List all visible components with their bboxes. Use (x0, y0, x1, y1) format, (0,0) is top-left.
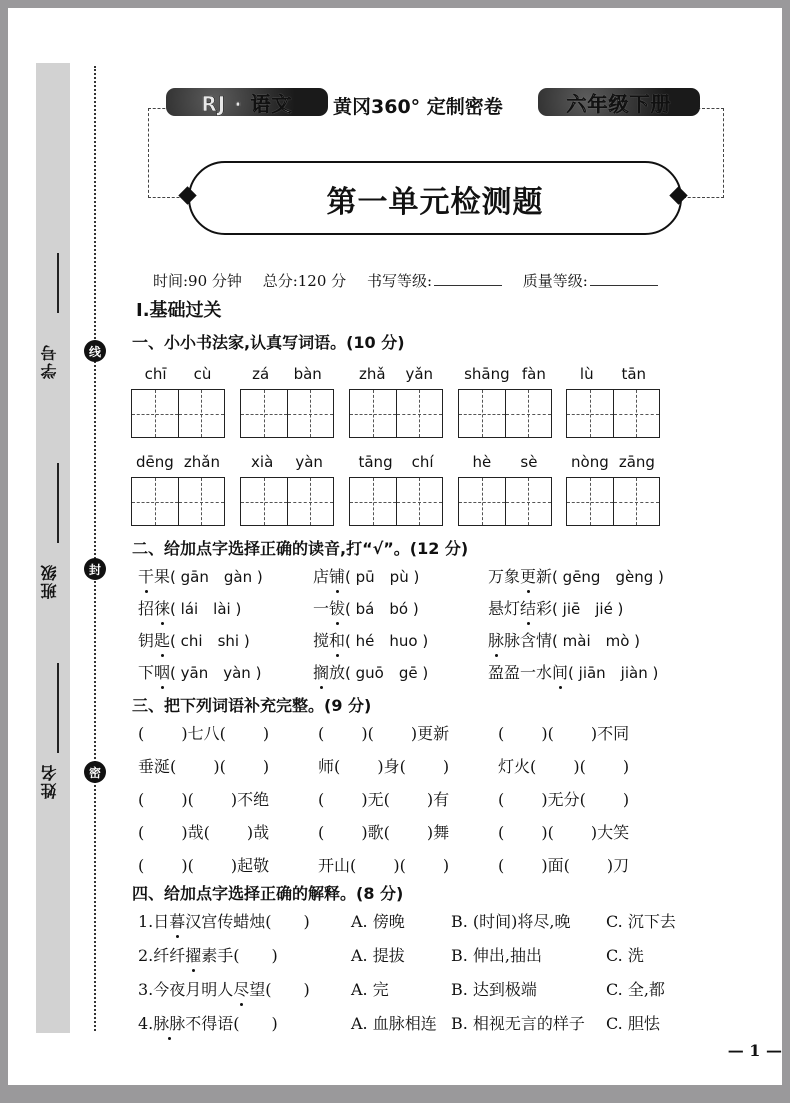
grid-cell[interactable] (506, 390, 552, 437)
pinyin-options[interactable]: ( hé huo ) (345, 632, 429, 650)
pinyin-syllable: xià (251, 453, 274, 471)
tianzige-box[interactable] (566, 389, 660, 438)
question-number: 3. (138, 980, 154, 999)
option-a[interactable]: A. 完 (351, 980, 389, 999)
idiom-blank[interactable]: ( )哉( )哉 (138, 823, 270, 842)
q2-item[interactable] (138, 660, 261, 683)
grid-cell[interactable] (567, 390, 614, 437)
grid-cell[interactable] (288, 478, 334, 525)
idiom-blank[interactable]: 垂涎( )( ) (138, 757, 270, 776)
word-part: 搅 (313, 631, 330, 650)
q2-item[interactable] (313, 564, 419, 587)
pinyin-syllable: cù (193, 365, 212, 383)
pinyin-syllable: fàn (521, 365, 546, 383)
option-b[interactable]: B. (时间)将尽,晚 (451, 912, 571, 931)
pinyin-syllable: chī (144, 365, 167, 383)
idiom-blank[interactable]: 开山( )( ) (318, 856, 450, 875)
pinyin-line (458, 365, 552, 385)
seal-seal: 封 (84, 558, 106, 580)
word-grid (240, 365, 334, 438)
q2-item[interactable] (138, 628, 250, 651)
pinyin-syllable: nòng (571, 453, 609, 471)
dotted-char: 咽 (154, 660, 170, 683)
pinyin-syllable: dēng (136, 453, 174, 471)
grid-cell[interactable] (459, 390, 506, 437)
option-a[interactable]: A. 血脉相连 (351, 1014, 437, 1033)
grid-cell[interactable] (179, 390, 225, 437)
idiom-blank[interactable]: ( )( )大笑 (498, 823, 630, 842)
banner-connector-left (148, 108, 189, 198)
grid-cell[interactable] (288, 390, 334, 437)
word-part: 新 (536, 567, 553, 586)
q2-item[interactable] (138, 596, 241, 619)
idiom-blank[interactable]: 灯火( )( ) (498, 757, 630, 776)
dotted-char: 和 (329, 628, 345, 651)
option-a[interactable]: A. 提拔 (351, 946, 405, 965)
title-frame (188, 161, 682, 235)
option-b[interactable]: B. 伸出,抽出 (451, 946, 543, 965)
pinyin-syllable: shāng (464, 365, 510, 383)
dotted-char: 更 (520, 564, 536, 587)
pinyin-syllable: sè (520, 453, 538, 471)
class-label: 班级 (40, 563, 59, 599)
word-part: 招 (138, 599, 155, 618)
pinyin-line (458, 453, 552, 473)
idiom-blank[interactable]: 师( )身( ) (318, 757, 450, 776)
grid-cell[interactable] (459, 478, 506, 525)
grid-cell[interactable] (567, 478, 614, 525)
idiom-blank[interactable]: ( )( )起敬 (138, 856, 270, 875)
word-grid (458, 453, 552, 526)
q2-item[interactable] (488, 564, 664, 587)
idiom-blank[interactable]: ( )面( )刀 (498, 856, 630, 875)
series-title: 黄冈360° 定制密卷 (333, 96, 503, 118)
word-grid (131, 453, 225, 526)
tianzige-box[interactable] (566, 477, 660, 526)
grid-cell[interactable] (506, 478, 552, 525)
q4-question[interactable] (138, 909, 310, 932)
q3-heading: 三、把下列词语补充完整。(9 分) (132, 696, 372, 715)
grid-cell[interactable] (241, 478, 288, 525)
pinyin-line (240, 453, 334, 473)
q1-heading: 一、小小书法家,认真写词语。(10 分) (132, 333, 405, 352)
pinyin-syllable: yàn (295, 453, 323, 471)
grid-cell[interactable] (614, 478, 660, 525)
quality-grade-label: 质量等级: (522, 272, 588, 290)
student-id-label: 学号 (40, 343, 59, 379)
word-part: 下 (138, 663, 155, 682)
question-part: 不得语( ) (185, 1014, 278, 1033)
exam-meta (153, 270, 674, 291)
tianzige-box[interactable] (240, 389, 334, 438)
word-grid (566, 453, 660, 526)
grid-cell[interactable] (397, 478, 443, 525)
grid-cell[interactable] (241, 390, 288, 437)
binding-strip (36, 63, 70, 1033)
pinyin-options[interactable]: ( jiē jié ) (552, 600, 624, 618)
dotted-char: 脉 (488, 628, 504, 651)
grid-cell[interactable] (350, 478, 397, 525)
option-c[interactable]: C. 全,都 (606, 980, 665, 999)
seal-line: 线 (84, 340, 106, 362)
word-grid (458, 365, 552, 438)
name-label: 姓名 (40, 763, 59, 799)
grade-badge: 六年级下册 (538, 88, 700, 116)
part-heading: Ⅰ.基础过关 (136, 300, 222, 321)
option-b[interactable]: B. 相视无言的样子 (451, 1014, 585, 1033)
pinyin-syllable: chí (411, 453, 434, 471)
q2-item[interactable] (138, 564, 263, 587)
question-number: 4. (138, 1014, 154, 1033)
pinyin-options[interactable]: ( lái lài ) (170, 600, 242, 618)
page-title: 第一单元检测题 (326, 185, 544, 220)
pinyin-syllable: zhǎ (358, 365, 386, 383)
question-number: 1. (138, 912, 154, 931)
name-line (57, 663, 59, 753)
pinyin-line (240, 365, 334, 385)
dotted-char: 结 (520, 596, 536, 619)
quality-grade-blank[interactable] (590, 271, 658, 286)
grid-cell[interactable] (132, 390, 179, 437)
question-part: 望( ) (249, 980, 310, 999)
pinyin-options[interactable]: ( gēng gèng ) (552, 568, 664, 586)
option-b[interactable]: B. 达到极端 (451, 980, 537, 999)
student-id-line (57, 253, 59, 313)
pinyin-syllable: bàn (293, 365, 322, 383)
word-grid (566, 365, 660, 438)
q4-question[interactable] (138, 977, 310, 1000)
q4-heading: 四、给加点字选择正确的解释。(8 分) (132, 884, 404, 903)
subject-badge: RJ · 语文 (166, 88, 328, 116)
dotted-char: 搁 (313, 660, 329, 683)
word-part: 悬灯 (488, 599, 521, 618)
question-part: 日 (153, 912, 170, 931)
dotted-char: 匙 (154, 628, 170, 651)
word-part: 彩 (536, 599, 553, 618)
idiom-blank[interactable]: ( )( )不绝 (138, 790, 270, 809)
tianzige-box[interactable] (458, 477, 552, 526)
pinyin-line (131, 453, 225, 473)
dotted-char: 徕 (154, 596, 170, 619)
option-c[interactable]: C. 胆怯 (606, 1014, 660, 1033)
q2-item[interactable] (313, 596, 419, 619)
time-limit: 时间:90 分钟 (153, 272, 242, 290)
idiom-blank[interactable]: ( )无( )有 (318, 790, 450, 809)
question-part: 素手( ) (201, 946, 278, 965)
q2-item[interactable] (488, 596, 623, 619)
word-part: 果 (154, 567, 171, 586)
pinyin-options[interactable]: ( pū pù ) (345, 568, 420, 586)
word-grid (349, 365, 443, 438)
dotted-char: 钹 (329, 596, 345, 619)
word-part: 放 (329, 663, 346, 682)
q2-item[interactable] (313, 660, 428, 683)
q4-question[interactable] (138, 943, 278, 966)
tianzige-box[interactable] (458, 389, 552, 438)
class-line (57, 463, 59, 543)
word-grid (240, 453, 334, 526)
pinyin-options[interactable]: ( yān yàn ) (170, 664, 262, 682)
question-part: 纤纤 (153, 946, 186, 965)
tianzige-box[interactable] (349, 389, 443, 438)
pinyin-line (349, 365, 443, 385)
option-a[interactable]: A. 傍晚 (351, 912, 405, 931)
word-part: 店 (313, 567, 330, 586)
grid-cell[interactable] (397, 390, 443, 437)
pinyin-syllable: hè (472, 453, 492, 471)
dotted-char: 暮 (169, 909, 185, 932)
banner-connector-right (683, 108, 724, 198)
pinyin-syllable: tāng (358, 453, 393, 471)
q2-item[interactable] (488, 660, 658, 683)
writing-grade-blank[interactable] (434, 271, 502, 286)
dotted-char: 擢 (185, 943, 201, 966)
pinyin-line (349, 453, 443, 473)
pinyin-syllable: zá (252, 365, 270, 383)
pinyin-line (566, 365, 660, 385)
pinyin-syllable: zāng (618, 453, 655, 471)
word-part: 脉含情 (504, 631, 553, 650)
tianzige-box[interactable] (349, 477, 443, 526)
grid-cell[interactable] (350, 390, 397, 437)
q2-item[interactable] (313, 628, 428, 651)
pinyin-options[interactable]: ( jiān jiàn ) (568, 664, 659, 682)
dotted-char: 尽 (233, 977, 249, 1000)
pinyin-options[interactable]: ( guō gē ) (345, 664, 429, 682)
question-number: 2. (138, 946, 154, 965)
dotted-char: 铺 (329, 564, 345, 587)
pinyin-syllable: yǎn (405, 365, 434, 383)
word-part: 一 (313, 599, 330, 618)
pinyin-syllable: tān (621, 365, 647, 383)
pinyin-line (566, 453, 660, 473)
page-number: — 1 — (727, 1041, 782, 1060)
pinyin-options[interactable]: ( chi shi ) (170, 632, 250, 650)
pinyin-options[interactable]: ( bá bó ) (345, 600, 419, 618)
word-grid (349, 453, 443, 526)
pinyin-line (131, 365, 225, 385)
exam-page (8, 8, 782, 1085)
idiom-blank[interactable]: ( )七八( ) (138, 724, 270, 743)
grid-cell[interactable] (132, 478, 179, 525)
idiom-blank[interactable]: ( )无分( ) (498, 790, 630, 809)
option-c[interactable]: C. 洗 (606, 946, 644, 965)
idiom-blank[interactable]: ( )( )不同 (498, 724, 630, 743)
grid-cell[interactable] (179, 478, 225, 525)
pinyin-options[interactable]: ( gān gàn ) (170, 568, 263, 586)
word-part: 万象 (488, 567, 521, 586)
pinyin-syllable: zhǎn (183, 453, 220, 471)
q2-heading: 二、给加点字选择正确的读音,打“√”。(12 分) (132, 539, 469, 558)
tianzige-box[interactable] (131, 389, 225, 438)
q2-item[interactable] (488, 628, 640, 651)
dotted-char: 间 (552, 660, 568, 683)
tianzige-box[interactable] (240, 477, 334, 526)
total-score: 总分:120 分 (262, 272, 347, 290)
grid-cell[interactable] (614, 390, 660, 437)
dotted-char: 脉脉 (153, 1011, 185, 1034)
q4-question[interactable] (138, 1011, 278, 1034)
pinyin-options[interactable]: ( mài mò ) (552, 632, 641, 650)
question-part: 今夜月明人 (153, 980, 234, 999)
question-part: 汉宫传蜡烛( ) (185, 912, 310, 931)
seal-secret: 密 (84, 761, 106, 783)
option-c[interactable]: C. 沉下去 (606, 912, 676, 931)
writing-grade-label: 书写等级: (366, 272, 432, 290)
word-part: 钥 (138, 631, 155, 650)
word-part: 盈盈一水 (488, 663, 553, 682)
cut-line (94, 66, 96, 1031)
tianzige-box[interactable] (131, 477, 225, 526)
pinyin-syllable: lù (579, 365, 594, 383)
idiom-blank[interactable]: ( )歌( )舞 (318, 823, 450, 842)
dotted-char: 干 (138, 564, 154, 587)
word-grid (131, 365, 225, 438)
idiom-blank[interactable]: ( )( )更新 (318, 724, 450, 743)
